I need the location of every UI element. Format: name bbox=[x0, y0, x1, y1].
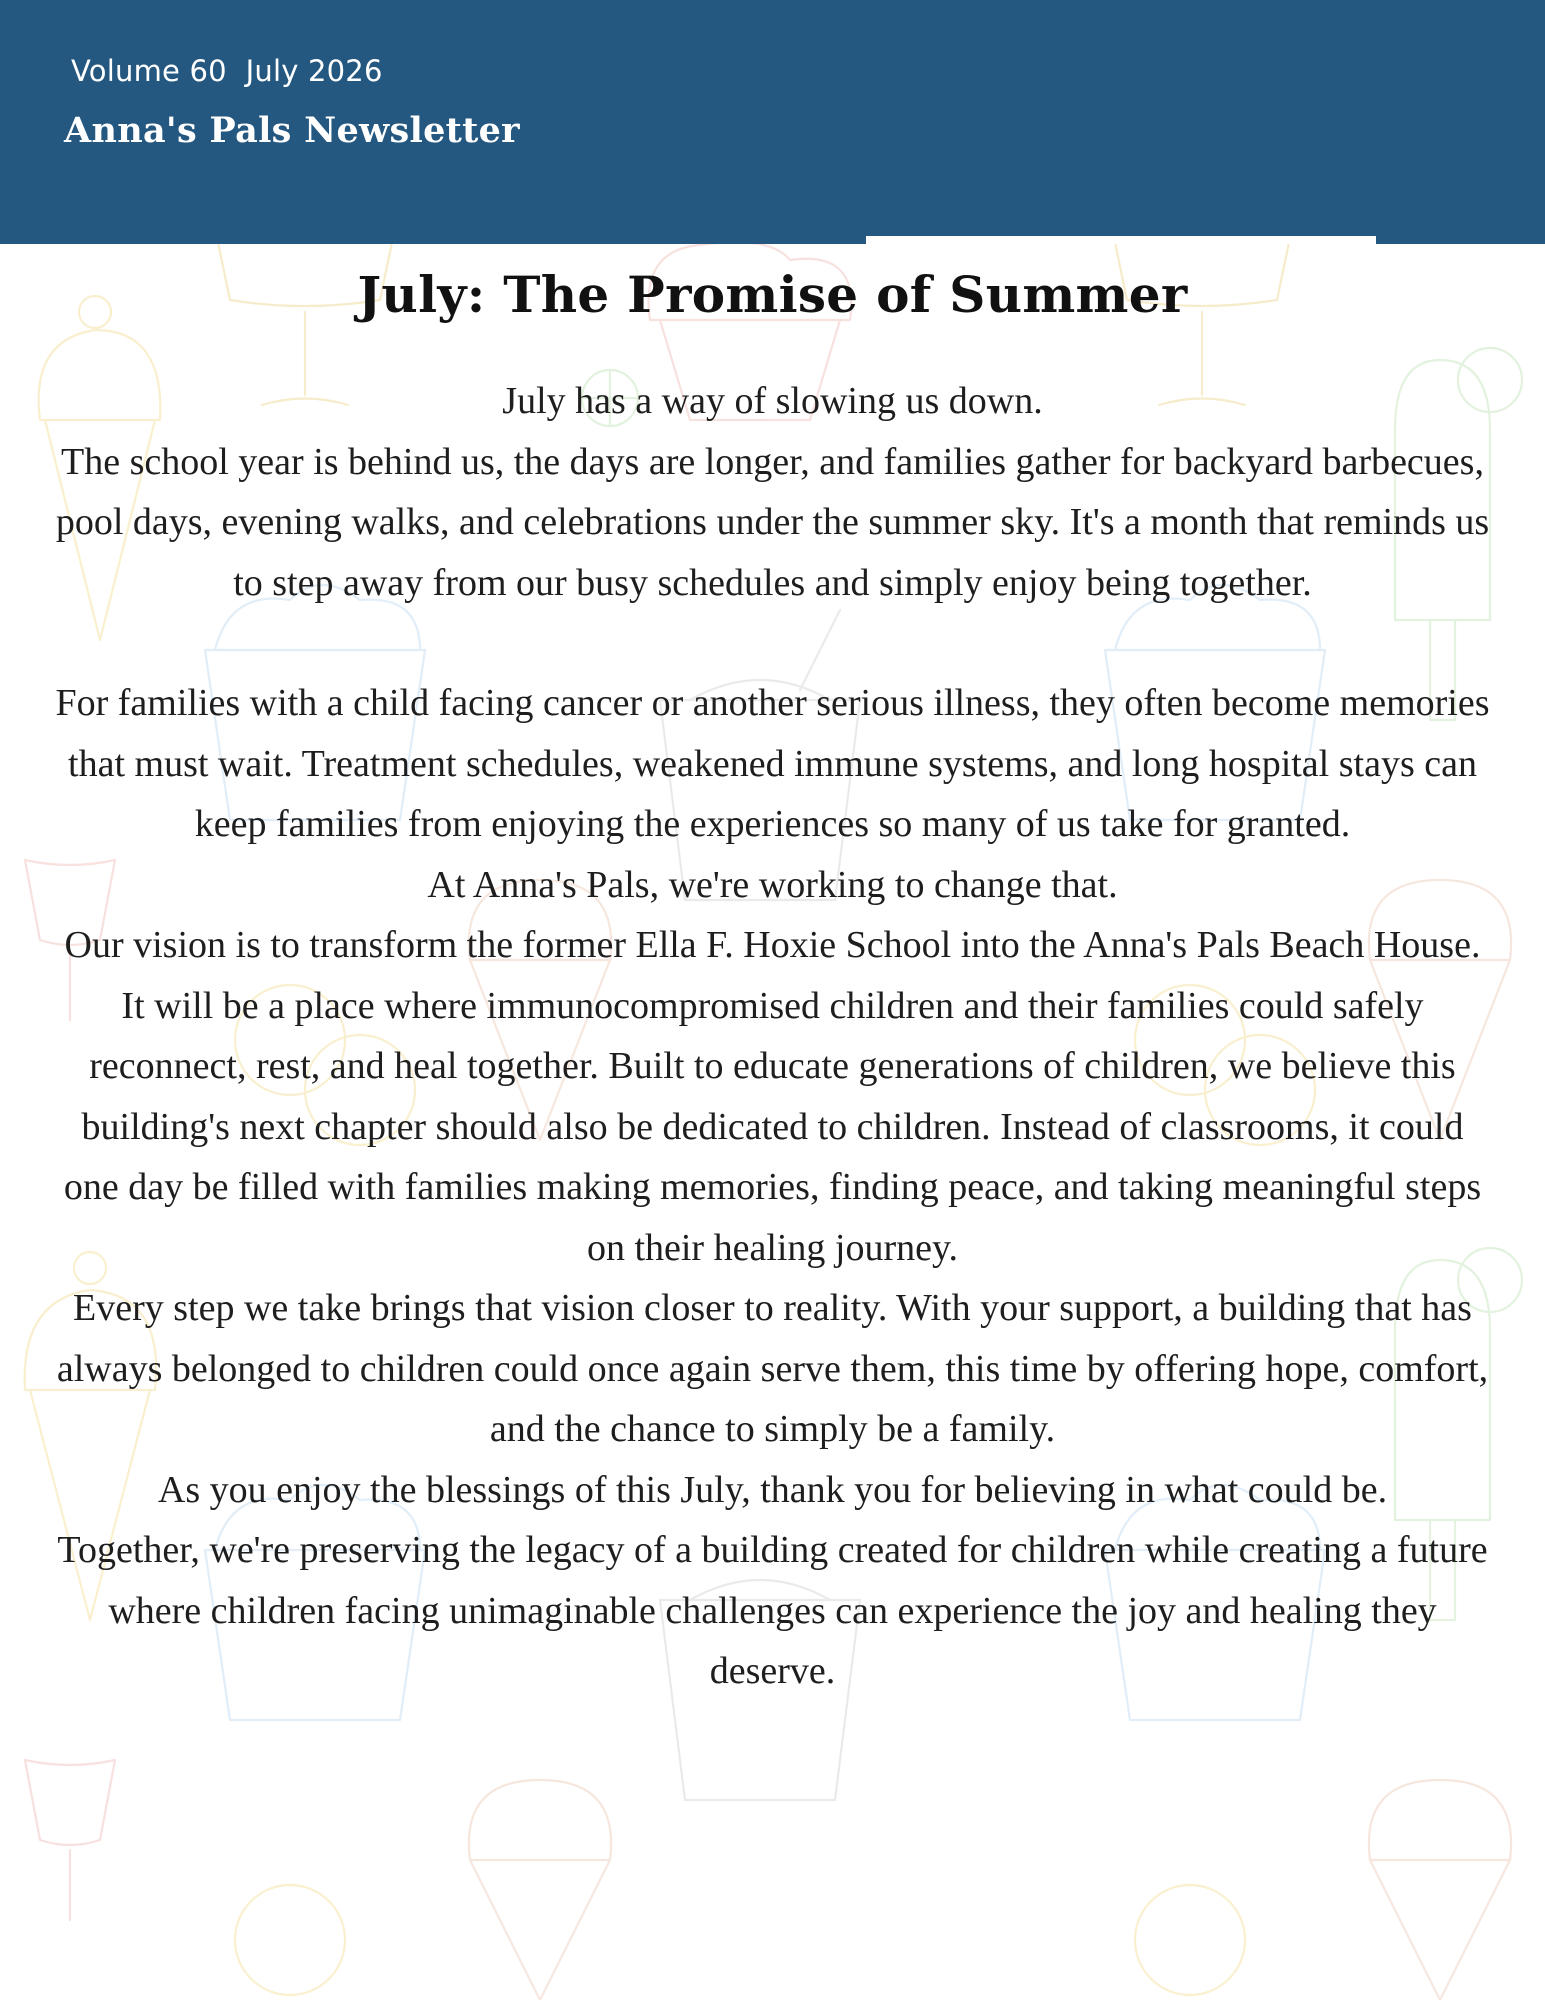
paragraph-spacer bbox=[55, 613, 1490, 673]
article bbox=[55, 262, 1490, 1702]
newsletter-header bbox=[0, 0, 1545, 244]
article-paragraph: The school year is behind us, the days are longer, and families gather for backyard barbecues, pool days, evening walks, and celebrations under the summer sky. It's a month that reminds us to step away from our busy schedules and simply enjoy being together. bbox=[55, 440, 1490, 604]
article-title: July: The Promise of Summer bbox=[357, 265, 1188, 324]
article-paragraph: For families with a child facing cancer or another serious illness, they often become memories that must wait. Treatment schedules, weakened immune systems, and long hospital stays can keep families from enjoying the experiences so many of us take for granted. bbox=[55, 682, 1490, 845]
volume-label: Volume 60 bbox=[71, 54, 227, 88]
cupcake-icon bbox=[469, 1780, 611, 2000]
article-paragraph: At Anna's Pals, we're working to change that. bbox=[427, 863, 1118, 906]
article-paragraph: Together, we're preserving the legacy of a building created for children while creating a future where children facing unimaginable challenges can experience the joy and healing they deserve. bbox=[57, 1529, 1488, 1692]
article-body bbox=[55, 371, 1490, 1702]
article-paragraph: Our vision is to transform the former Ella F. Hoxie School into the Anna's Pals Beach House. It will be a place where immunocompromised children and their families could safely reconnect, rest, and heal together. Built to educate generations of children, we believe this building's next chapter should also be dedicated to children. Instead of classrooms, it could one day be filled with families making memories, finding peace, and taking meaningful steps on their healing journey. bbox=[63, 924, 1482, 1269]
cupcake-icon bbox=[1369, 1780, 1511, 2000]
issue-date: July 2026 bbox=[245, 54, 383, 88]
article-paragraph: As you enjoy the blessings of this July, thank you for believing in what could be. bbox=[157, 1468, 1388, 1511]
article-paragraph: July has a way of slowing us down. bbox=[502, 380, 1043, 422]
article-paragraph: Every step we take brings that vision closer to reality. With your support, a building that has always belonged to children could once again serve them, this time by offering hope, comfort, and the chance to simply be a family. bbox=[56, 1287, 1489, 1450]
newsletter-name: Anna's Pals Newsletter bbox=[64, 110, 520, 151]
issue-info bbox=[71, 54, 383, 88]
header-notch bbox=[866, 236, 1376, 244]
